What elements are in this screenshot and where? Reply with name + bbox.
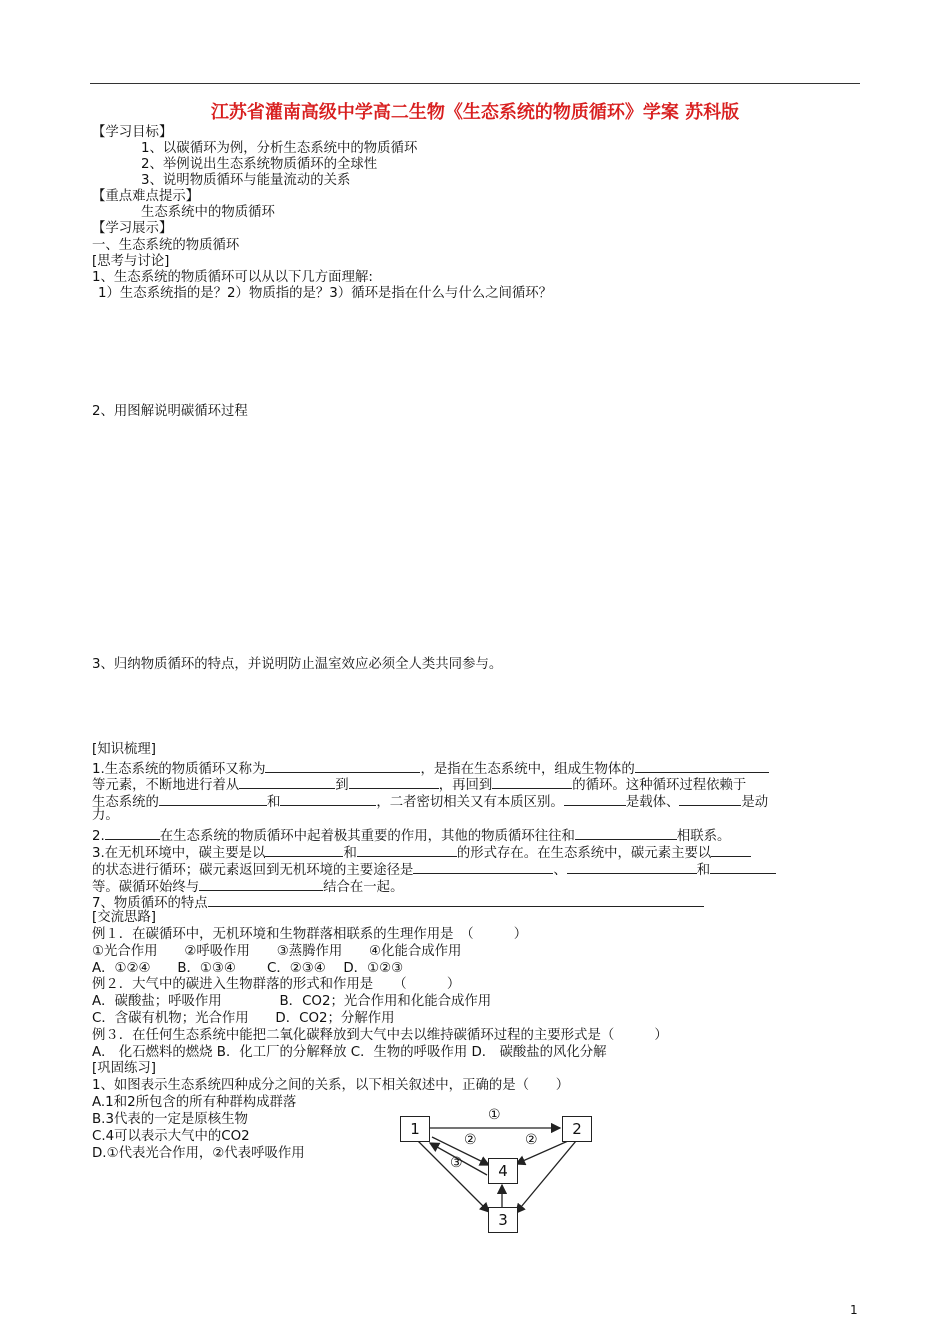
answer-blank[interactable] [492, 775, 572, 789]
text: 在生态系统的物质循环中起着极其重要的作用，其他的物质循环往往和 [159, 829, 575, 844]
text: 的循环。这种循环过程依赖于 [572, 778, 747, 793]
practice-option-b: B.3代表的一定是原核生物 [92, 1112, 248, 1127]
text: 1.生态系统的物质循环又称为 [92, 762, 266, 777]
arrow-label-1: ① [488, 1107, 501, 1123]
arrow-label-2: ② [464, 1132, 477, 1148]
answer-blank[interactable] [199, 877, 323, 891]
objective-item: 3、说明物质循环与能量流动的关系 [141, 173, 351, 188]
answer-blank[interactable] [280, 792, 376, 806]
component-box-1: 1 [400, 1116, 430, 1142]
question-2: 2、用图解说明碳循环过程 [92, 404, 248, 419]
practice-heading: [巩固练习] [92, 1061, 157, 1076]
example-1-answers: A．①②④ B．①③④ C．②③④ D．①②③ [92, 961, 404, 976]
question-1: 1、生态系统的物质循环可以从以下几方面理解: [92, 270, 373, 285]
answer-blank[interactable] [265, 843, 343, 857]
text: 7、物质循环的特点 [92, 896, 208, 911]
answer-blank[interactable] [635, 759, 769, 773]
text: 等。碳循环始终与 [92, 880, 200, 895]
text: 到 [335, 778, 349, 793]
discussion-heading: [思考与讨论] [92, 254, 170, 269]
answer-blank[interactable] [159, 792, 267, 806]
text: 和 [343, 846, 357, 861]
practice-option-c: C.4可以表示大气中的CO2 [92, 1129, 250, 1144]
text: 生态系统的 [92, 795, 159, 810]
example-1: 例１．在碳循环中，无机环境和生物群落相联系的生理作用是 （ ） [92, 927, 528, 942]
answer-blank[interactable] [105, 826, 160, 840]
answer-blank[interactable] [208, 893, 704, 907]
text: ，二者密切相关又有本质区别。 [376, 795, 564, 810]
exchange-heading: [交流思路] [92, 910, 157, 925]
practice-option-a: A.1和2所包含的所有种群构成群落 [92, 1095, 297, 1110]
component-box-2: 2 [562, 1116, 592, 1142]
answer-blank[interactable] [710, 860, 776, 874]
example-1-options: ①光合作用 ②呼吸作用 ③蒸腾作用 ④化能合成作用 [92, 944, 462, 959]
question-1-sub: 1）生态系统指的是？2）物质指的是？3）循环是指在什么与什么之间循环？ [98, 286, 553, 301]
text: 相联系。 [676, 829, 731, 844]
text: 是载体、 [625, 795, 680, 810]
text: 、 [553, 863, 567, 878]
arrow-label-3: ③ [450, 1155, 463, 1171]
objective-item: 2、举例说出生态系统物质循环的全球性 [141, 157, 378, 172]
keypoint-heading: 【重点难点提示】 [92, 189, 200, 204]
example-3-options: A． 化石燃料的燃烧 B．化工厂的分解释放 C．生物的呼吸作用 D． 碳酸盐的风化分解 [92, 1045, 607, 1060]
show-heading: 【学习展示】 [92, 221, 173, 236]
practice-option-d: D.①代表光合作用，②代表呼吸作用 [92, 1146, 305, 1161]
answer-blank[interactable] [357, 843, 457, 857]
knowledge-para-1 [92, 792, 768, 811]
practice-question: 1、如图表示生态系统四种成分之间的关系，以下相关叙述中，正确的是（ ） [92, 1078, 570, 1093]
knowledge-heading: [知识梳理] [92, 742, 157, 757]
arrow-label-2: ② [525, 1132, 538, 1148]
text: 是动 [741, 795, 769, 810]
text: 结合在一起。 [323, 880, 404, 895]
example-3: 例３．在任何生态系统中能把二氧化碳释放到大气中去以维持碳循环过程的主要形式是（ ） [92, 1028, 668, 1043]
example-2-options: A．碳酸盐；呼吸作用 B．CO2；光合作用和化能合成作用 [92, 994, 492, 1009]
text: ，是指在生态系统中，组成生物体的 [420, 762, 635, 777]
example-2-options: C．含碳有机物；光合作用 D．CO2；分解作用 [92, 1011, 395, 1026]
keypoint-text: 生态系统中的物质循环 [141, 205, 275, 220]
question-3: 3、归纳物质循环的特点，并说明防止温室效应必须全人类共同参与。 [92, 657, 503, 672]
section-heading: 一、生态系统的物质循环 [92, 238, 240, 253]
answer-blank[interactable] [711, 843, 751, 857]
answer-blank[interactable] [575, 826, 677, 840]
objective-item: 1、以碳循环为例，分析生态系统中的物质循环 [141, 141, 418, 156]
text: 2. [92, 829, 105, 844]
text: 力。 [92, 808, 119, 823]
answer-blank[interactable] [349, 775, 439, 789]
text: 和 [696, 863, 711, 878]
page-title: 江苏省灌南高级中学高二生物《生态系统的物质循环》学案 苏科版 [210, 102, 740, 123]
example-2: 例２．大气中的碳进入生物群落的形式和作用是 （ ） [92, 977, 461, 992]
answer-blank[interactable] [564, 792, 626, 806]
ecosystem-diagram [390, 1095, 630, 1245]
text: 的形式存在。在生态系统中，碳元素主要以 [456, 846, 712, 861]
answer-blank[interactable] [265, 759, 420, 773]
answer-blank[interactable] [413, 860, 553, 874]
answer-blank[interactable] [567, 860, 697, 874]
text: ，再回到 [438, 778, 493, 793]
answer-blank[interactable] [679, 792, 741, 806]
text: 的状态进行循环；碳元素返回到无机环境的主要途径是 [92, 863, 414, 878]
objectives-heading: 【学习目标】 [92, 125, 173, 140]
knowledge-para-7 [92, 893, 704, 912]
text: 3.在无机环境中，碳主要是以 [92, 846, 266, 861]
header-rule [90, 83, 860, 84]
text: 和 [266, 795, 281, 810]
answer-blank[interactable] [239, 775, 335, 789]
text: 等元素，不断地进行着从 [92, 778, 240, 793]
page-number: 1 [850, 1303, 858, 1317]
component-box-3: 3 [488, 1207, 518, 1233]
component-box-4: 4 [488, 1158, 518, 1184]
